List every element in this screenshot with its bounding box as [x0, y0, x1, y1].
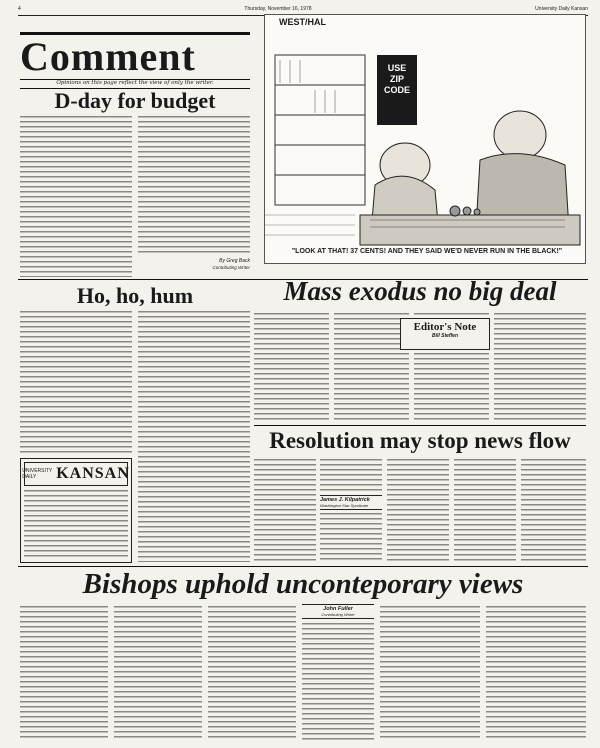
editors-note-byline: Bill Steffen — [431, 333, 459, 339]
bishops-column-3 — [208, 605, 296, 741]
fuller-byline-box — [302, 604, 374, 619]
masthead-name: KANSAN — [56, 465, 130, 482]
bishops-column-6 — [486, 605, 586, 741]
cartoon-drawing — [265, 15, 586, 264]
divider-2 — [254, 425, 586, 426]
hoho-column-2 — [138, 310, 250, 562]
masthead-title — [24, 462, 128, 486]
resolution-column-1 — [254, 458, 316, 562]
editorial-cartoon — [264, 14, 586, 264]
bishops-column-4 — [302, 622, 374, 741]
masthead-label: UNIVERSITY DAILY — [22, 468, 53, 480]
kilpatrick-role: Washington Star Syndicate — [320, 503, 369, 508]
hoho-headline: Ho, ho, hum — [76, 283, 194, 308]
resolution-column-4 — [454, 458, 516, 562]
exodus-column-4 — [494, 312, 586, 422]
header-date: Thursday, November 16, 1978 — [244, 6, 312, 12]
kilpatrick-byline-box — [320, 495, 382, 510]
resolution-column-2a — [320, 458, 382, 493]
page-number: 4 — [18, 6, 21, 12]
bishops-column-1 — [20, 605, 108, 741]
exodus-column-2 — [334, 312, 409, 422]
header-paper: University Daily Kansan — [535, 6, 588, 12]
budget-column-2 — [138, 115, 250, 255]
kilpatrick-byline: James J. Kilpatrick — [320, 497, 370, 503]
fuller-byline: John Fuller — [323, 606, 353, 612]
section-title: Comment — [20, 32, 250, 80]
editors-note-headline: Editor's Note — [413, 321, 477, 333]
masthead-box — [20, 458, 132, 563]
exodus-column-1 — [254, 312, 329, 422]
budget-role: Contributing Writer — [212, 265, 250, 270]
cartoon-caption: "LOOK AT THAT! 37 CENTS! AND THEY SAID WE'D NEVER RUN IN THE BLACK!" — [291, 248, 563, 255]
budget-headline: D-day for budget — [54, 88, 216, 113]
editors-note-box — [400, 318, 490, 350]
exodus-headline: Mass exodus no big deal — [283, 276, 557, 306]
hoho-column-1 — [20, 310, 132, 455]
resolution-column-5 — [521, 458, 586, 562]
bishops-headline: Bishops uphold unconteporary views — [82, 568, 524, 600]
masthead-staff-list — [24, 489, 128, 559]
budget-byline: By Greg Back — [219, 258, 250, 264]
bishops-column-5 — [380, 605, 480, 741]
budget-column-1 — [20, 115, 132, 277]
cartoon-signature: WEST/HAL — [279, 17, 326, 27]
cartoon-sign: USE ZIP CODE — [383, 63, 410, 95]
divider-3 — [18, 566, 588, 567]
section-subtitle: Opinions on this page reflect the view of only the writer. — [20, 80, 250, 89]
resolution-column-3 — [387, 458, 449, 562]
resolution-headline: Resolution may stop news flow — [269, 428, 571, 453]
fuller-role: Contributing Writer — [321, 612, 355, 617]
bishops-column-2 — [114, 605, 202, 741]
resolution-column-2b — [320, 512, 382, 562]
